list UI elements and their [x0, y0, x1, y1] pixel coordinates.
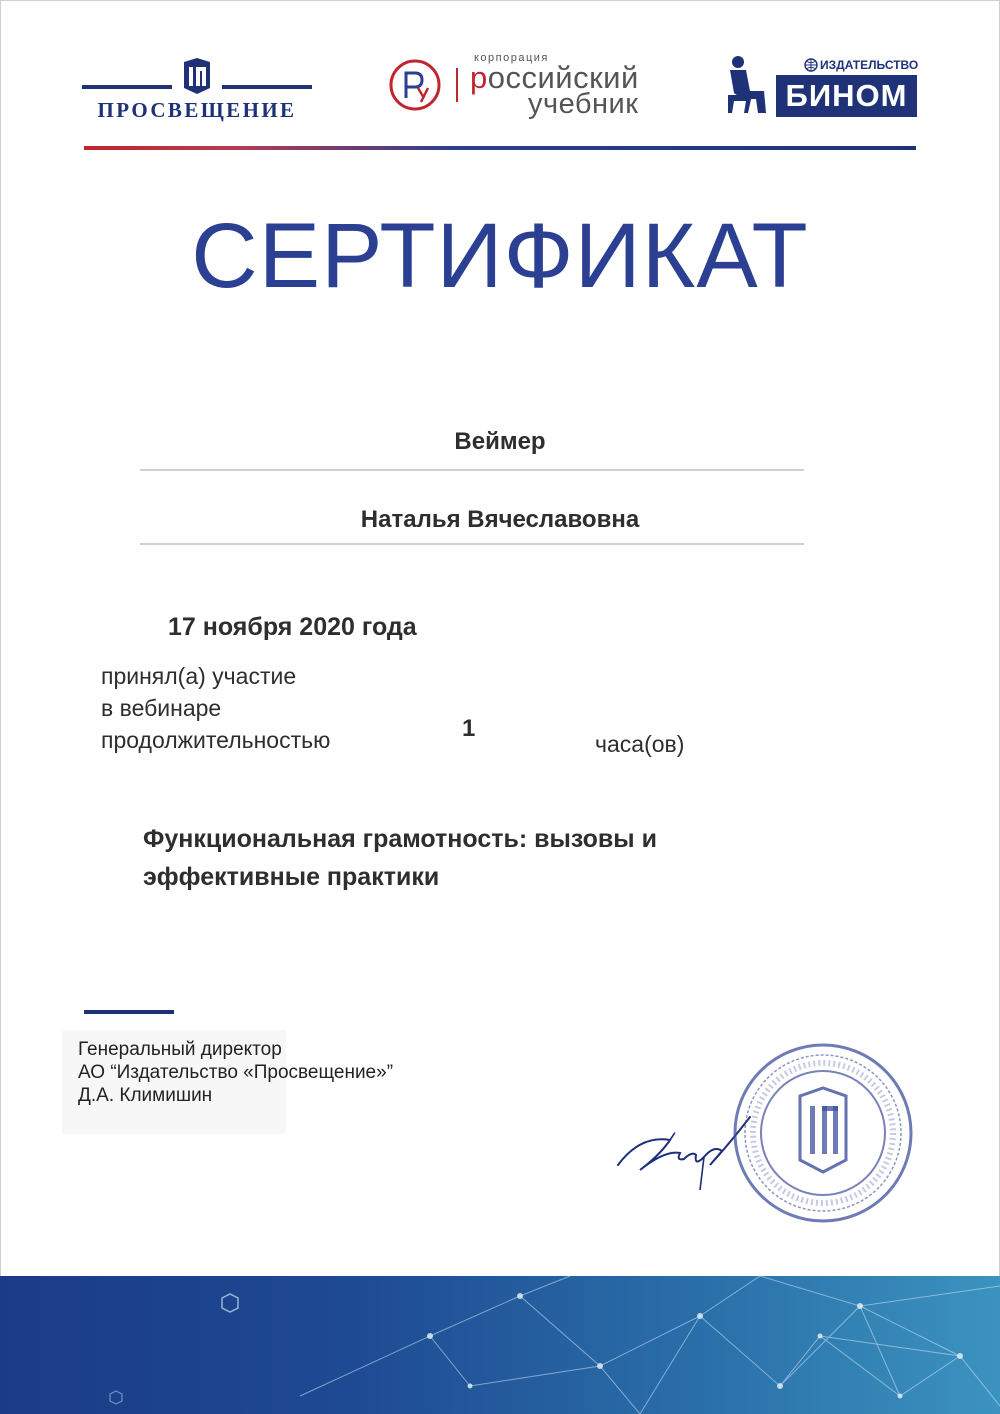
binom-publisher-label: ИЗДАТЕЛЬСТВО: [820, 58, 919, 72]
certificate-title: СЕРТИФИКАТ: [191, 205, 809, 307]
participation-line: продолжительностью: [101, 727, 331, 753]
recipient-given-names: Наталья Вячеславовна: [360, 506, 640, 533]
participation-line: в вебинаре: [101, 695, 222, 721]
footer-banner: [0, 1276, 1000, 1414]
header-divider: [84, 146, 916, 150]
signatory-position: Генеральный директор: [78, 1039, 282, 1060]
prosveshchenie-logo: [82, 56, 312, 126]
topic-line: эффективные практики: [143, 863, 440, 891]
globe-icon: [804, 58, 818, 72]
rossiyskiy-rest: оссийский: [487, 60, 639, 95]
network-lines-pattern: [0, 1276, 1000, 1414]
uchebnik-word: учебник: [528, 88, 639, 120]
event-date: 17 ноября 2020 года: [168, 613, 417, 641]
logo-separator: [456, 68, 458, 102]
logo-rule-left: [82, 85, 172, 89]
logo-rule-right: [222, 85, 312, 89]
webinar-topic: [143, 820, 763, 896]
surname-underline: [140, 469, 804, 471]
binom-wordmark: БИНОМ: [776, 75, 917, 117]
binom-logo: [724, 55, 918, 121]
participation-line: принял(а) участие: [101, 663, 297, 689]
topic-line: Функциональная грамотность: вызовы и: [143, 825, 657, 853]
duration-value: 1: [462, 715, 476, 742]
seal-stamp: [730, 1040, 916, 1226]
rossiyskiy-accent-letter: р: [470, 60, 488, 95]
signatory-name: Д.А. Климишин: [78, 1085, 213, 1106]
corporation-label: корпорация: [474, 52, 549, 64]
duration-unit: часа(ов): [595, 731, 685, 757]
signatory-accent-bar: [84, 1010, 174, 1014]
participation-statement: [101, 660, 330, 756]
ip-emblem-icon: [182, 58, 212, 94]
seated-figure-icon: [724, 55, 770, 117]
signatory-organization: АО “Издательство «Просвещение»”: [78, 1062, 394, 1083]
rossiyskiy-uchebnik-logo: [388, 52, 658, 122]
recipient-surname: Веймер: [454, 428, 546, 455]
ru-circle-icon: [388, 58, 442, 112]
given-names-underline: [140, 543, 804, 545]
signatory-block: [78, 1038, 393, 1107]
prosveshchenie-wordmark: ПРОСВЕЩЕНИЕ: [97, 98, 297, 122]
